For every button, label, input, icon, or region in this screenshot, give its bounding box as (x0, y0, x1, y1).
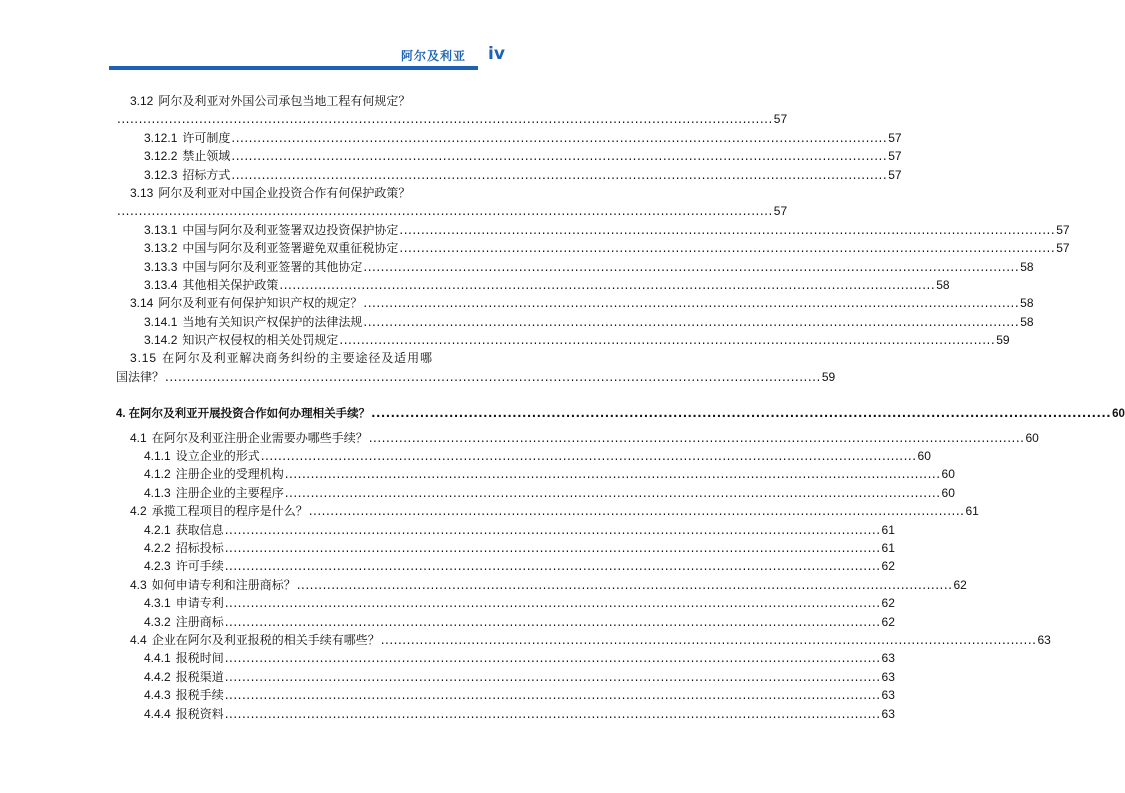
toc-entry-number: 4.2.2 (144, 540, 171, 555)
dot-leader (399, 239, 1055, 257)
toc-entry-number: 4.2 (130, 504, 147, 519)
toc-entry-title: 在阿尔及利亚开展投资合作如何办理相关手续？ (128, 406, 371, 421)
toc-entry-number: 3.13.4 (144, 277, 178, 292)
toc-entry-number: 3.13.1 (144, 222, 178, 237)
toc-entry-number: 4.4 (130, 632, 147, 647)
toc-entry-number: 4.3.1 (144, 596, 171, 611)
toc-entry-page: 57 (773, 112, 788, 127)
toc-entry-3-13-1[interactable] (116, 221, 1070, 239)
header-rule (109, 66, 478, 70)
toc-entry-title: 报税渠道 (175, 669, 224, 684)
toc-entry-title: 报税资料 (175, 706, 224, 721)
dot-leader (165, 368, 821, 386)
toc-entry-number: 4.1.1 (144, 449, 171, 464)
toc-entry-title: 获取信息 (175, 522, 224, 537)
toc-entry-4-4-1[interactable] (116, 649, 895, 667)
dot-leader (285, 465, 941, 483)
dot-leader (225, 705, 881, 723)
toc-entry-title: 中国与阿尔及利亚签署的其他协定 (182, 259, 363, 274)
dot-leader (369, 429, 1025, 447)
toc-entry-page: 59 (821, 369, 836, 384)
dot-leader (363, 294, 1019, 312)
toc-entry-page: 61 (881, 540, 895, 555)
dot-leader (399, 221, 1055, 239)
toc-entry-number: 3.15 (130, 351, 157, 366)
toc-entry-page: 57 (773, 204, 788, 219)
toc-entry-4-4-4[interactable] (116, 705, 895, 723)
toc-entry-page: 63 (881, 651, 895, 666)
toc-entry-number: 3.12.2 (144, 149, 178, 164)
dot-leader (363, 313, 1019, 331)
toc-entry-title-line2: 国法律？ (116, 369, 165, 384)
toc-entry-4-2-2[interactable] (116, 539, 895, 557)
toc-entry-4-4[interactable] (116, 631, 1051, 649)
dot-leader (225, 686, 881, 704)
toc-entry-4-1-2[interactable] (116, 465, 955, 483)
toc-entry-title: 申请专利 (175, 596, 224, 611)
dot-leader (225, 557, 881, 575)
toc-entry-number: 4. (116, 408, 126, 421)
toc-entry-page: 63 (881, 669, 895, 684)
toc-entry-3-12[interactable] (116, 92, 470, 110)
toc-entry-3-14[interactable] (116, 294, 1034, 312)
toc-entry-page: 61 (881, 522, 895, 537)
toc-entry-page: 62 (953, 577, 967, 592)
toc-entry-page: 58 (1020, 296, 1034, 311)
toc-entry-3-15-cont (116, 368, 836, 386)
toc-entry-title: 注册商标 (175, 614, 224, 629)
dot-leader (117, 202, 773, 220)
toc-entry-title: 设立企业的形式 (175, 449, 260, 464)
dot-leader (225, 668, 881, 686)
toc-entry-title: 当地有关知识产权保护的法律法规 (182, 314, 363, 329)
toc-entry-3-13-2[interactable] (116, 239, 1070, 257)
dot-leader (285, 484, 941, 502)
toc-entry-number: 3.14.1 (144, 314, 178, 329)
toc-entry-title: 阿尔及利亚有何保护知识产权的规定？ (158, 296, 363, 311)
table-of-contents (116, 92, 1125, 723)
toc-entry-page: 60 (941, 485, 955, 500)
toc-entry-page: 59 (996, 333, 1010, 348)
dot-leader (225, 649, 881, 667)
toc-entry-title-line1: 在阿尔及利亚解决商务纠纷的主要途径及适用哪 (161, 351, 433, 366)
dot-leader (279, 276, 935, 294)
toc-entry-number: 3.13.2 (144, 241, 178, 256)
toc-entry-3-14-2[interactable] (116, 331, 1010, 349)
dot-leader (225, 613, 881, 631)
toc-entry-number: 4.1.2 (144, 467, 171, 482)
toc-entry-page: 58 (1020, 259, 1034, 274)
toc-entry-title: 其他相关保护政策 (182, 277, 279, 292)
toc-entry-number: 4.4.1 (144, 651, 171, 666)
dot-leader (117, 110, 773, 128)
toc-entry-page: 60 (941, 467, 955, 482)
toc-entry-title: 中国与阿尔及利亚签署避免双重征税协定 (182, 241, 399, 256)
toc-entry-page: 57 (1056, 241, 1070, 256)
toc-entry-page: 57 (888, 167, 902, 182)
toc-entry-title: 禁止领域 (182, 149, 231, 164)
toc-entry-4-2-1[interactable] (116, 521, 895, 539)
dot-leader (297, 576, 953, 594)
toc-entry-page: 62 (881, 596, 895, 611)
toc-entry-title: 中国与阿尔及利亚签署双边投资保护协定 (182, 222, 399, 237)
toc-entry-page: 58 (1020, 314, 1034, 329)
toc-entry-title: 知识产权侵权的相关处罚规定 (182, 333, 339, 348)
toc-entry-number: 4.3 (130, 577, 147, 592)
toc-entry-page: 58 (936, 277, 950, 292)
toc-entry-page: 63 (881, 706, 895, 721)
dot-leader (231, 129, 887, 147)
dot-leader (339, 331, 995, 349)
toc-entry-page: 63 (881, 688, 895, 703)
toc-entry-title: 阿尔及利亚对中国企业投资合作有何保护政策？ (158, 185, 411, 200)
toc-chapter-4[interactable] (116, 404, 1125, 422)
toc-entry-number: 4.3.2 (144, 614, 171, 629)
dot-leader (363, 258, 1019, 276)
toc-entry-3-13-3[interactable] (116, 258, 1034, 276)
toc-entry-number: 4.4.4 (144, 706, 171, 721)
toc-entry-4-2[interactable] (116, 502, 979, 520)
toc-entry-title: 企业在阿尔及利亚报税的相关手续有哪些？ (151, 632, 380, 647)
toc-entry-page: 62 (881, 614, 895, 629)
toc-entry-page: 57 (888, 149, 902, 164)
toc-entry-3-12-1[interactable] (116, 129, 902, 147)
toc-entry-number: 4.1.3 (144, 485, 171, 500)
toc-entry-page: 63 (1037, 632, 1051, 647)
toc-entry-3-12-leader (116, 110, 788, 128)
toc-entry-title: 注册企业的主要程序 (175, 485, 284, 500)
dot-leader (225, 539, 881, 557)
dot-leader (371, 404, 1111, 422)
dot-leader (225, 594, 881, 612)
toc-entry-number: 3.13 (130, 185, 154, 200)
toc-entry-3-13[interactable] (116, 184, 470, 202)
toc-entry-4-3-2[interactable] (116, 613, 895, 631)
toc-entry-page: 57 (888, 130, 902, 145)
running-header-title: 阿尔及利亚 (401, 49, 467, 63)
toc-entry-number: 3.14.2 (144, 333, 178, 348)
dot-leader (231, 147, 887, 165)
toc-entry-number: 4.1 (130, 430, 147, 445)
toc-entry-3-13-4[interactable] (116, 276, 950, 294)
toc-entry-4-1[interactable] (116, 429, 1039, 447)
toc-entry-page: 60 (1025, 430, 1039, 445)
toc-entry-4-1-3[interactable] (116, 484, 955, 502)
toc-entry-number: 4.4.2 (144, 669, 171, 684)
toc-entry-number: 3.13.3 (144, 259, 178, 274)
toc-entry-number: 4.2.3 (144, 559, 171, 574)
toc-entry-4-2-3[interactable] (116, 557, 895, 575)
toc-entry-number: 3.14 (130, 296, 154, 311)
toc-entry-3-12-3[interactable] (116, 166, 902, 184)
toc-entry-title: 在阿尔及利亚注册企业需要办哪些手续？ (151, 430, 368, 445)
page-number: iv (488, 44, 505, 64)
toc-entry-3-15[interactable] (116, 349, 470, 367)
toc-entry-number: 3.12.1 (144, 130, 178, 145)
toc-entry-3-13-leader (116, 202, 788, 220)
dot-leader (225, 521, 881, 539)
toc-entry-title: 招标方式 (182, 167, 231, 182)
toc-entry-number: 4.2.1 (144, 522, 171, 537)
toc-entry-title: 承揽工程项目的程序是什么？ (151, 504, 308, 519)
toc-entry-title: 如何申请专利和注册商标？ (151, 577, 296, 592)
toc-entry-title: 许可手续 (175, 559, 224, 574)
toc-entry-3-12-2[interactable] (116, 147, 902, 165)
toc-entry-4-1-1[interactable] (116, 447, 931, 465)
toc-entry-title: 注册企业的受理机构 (175, 467, 284, 482)
toc-entry-3-14-1[interactable] (116, 313, 1034, 331)
toc-entry-title: 报税手续 (175, 688, 224, 703)
toc-entry-page: 60 (917, 449, 931, 464)
dot-leader (381, 631, 1037, 649)
toc-entry-page: 61 (965, 504, 979, 519)
toc-entry-number: 3.12 (130, 94, 154, 108)
toc-entry-4-4-2[interactable] (116, 668, 895, 686)
toc-entry-4-3-1[interactable] (116, 594, 895, 612)
toc-entry-4-3[interactable] (116, 576, 967, 594)
toc-entry-title: 报税时间 (175, 651, 224, 666)
dot-leader (309, 502, 965, 520)
toc-entry-page: 57 (1056, 222, 1070, 237)
toc-entry-4-4-3[interactable] (116, 686, 895, 704)
toc-entry-number: 3.12.3 (144, 167, 178, 182)
toc-entry-page: 60 (1112, 408, 1125, 421)
toc-entry-title: 阿尔及利亚对外国公司承包当地工程有何规定？ (158, 94, 411, 108)
toc-entry-number: 4.4.3 (144, 688, 171, 703)
dot-leader (231, 166, 887, 184)
dot-leader (261, 447, 917, 465)
toc-entry-title: 招标投标 (175, 540, 224, 555)
toc-entry-page: 62 (881, 559, 895, 574)
toc-entry-title: 许可制度 (182, 130, 231, 145)
